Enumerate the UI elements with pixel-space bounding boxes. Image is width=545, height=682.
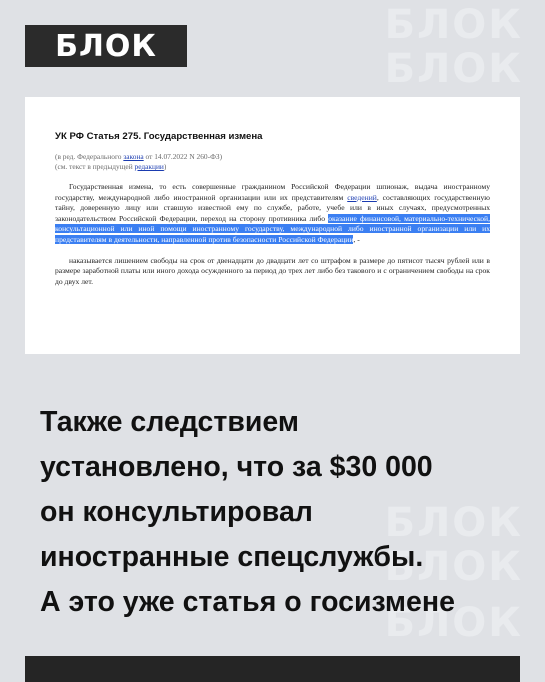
article-paragraph-1 xyxy=(55,182,490,246)
watermark-word: БЛОК xyxy=(384,500,523,546)
headline-line: Также следствием xyxy=(40,406,299,438)
para1-text-a: Государственная измена, то есть совершенные гражданином Российской Федерации шпионаж, выдача иностранному государству, международной либо иностранной организации или их представителям xyxy=(55,182,490,202)
headline xyxy=(40,400,520,625)
headline-line: иностранные спецслужбы. xyxy=(40,541,424,573)
para1-text-b: , составляющих государственную тайну, доверенную лицу или ставшую известной ему по службе, работе, учебе или в иных случаях, предусмотренных законодательством Российской Федерации, переход на сторону противника либо xyxy=(55,192,490,223)
watermark-word: БЛОК xyxy=(384,46,523,92)
document-screenshot xyxy=(25,97,520,354)
watermark-word: БЛОК xyxy=(384,544,523,590)
watermark-word: БЛОК xyxy=(384,2,523,48)
information-link[interactable]: сведений xyxy=(347,192,377,202)
document-title: УК РФ Статья 275. Государственная измена xyxy=(55,131,263,142)
article-paragraph-2: наказывается лишением свободы на срок от двенадцати до двадцати лет со штрафом в размере до пятисот тысяч рублей или в размере заработной платы или иного дохода осужденного за период до трех лет либо без такового и с ограничением свободы на срок до двух лет. xyxy=(55,255,490,286)
previous-edition-link[interactable]: редакции xyxy=(134,162,164,171)
headline-line: он консультировал xyxy=(40,496,313,528)
bottom-bar xyxy=(25,656,520,682)
headline-line: установлено, что за $30 000 xyxy=(40,451,433,483)
meta-suffix: от 14.07.2022 N 260-ФЗ) xyxy=(143,152,223,161)
document-meta xyxy=(55,152,490,162)
para1-end: , - xyxy=(353,234,360,244)
headline-line: А это уже статья о госизмене xyxy=(40,586,455,618)
brand-logo-text: БЛОК xyxy=(55,28,157,64)
watermark-word: БЛОК xyxy=(384,600,523,646)
meta2-suffix: ) xyxy=(163,162,167,171)
meta2-prefix: (см. текст в предыдущей xyxy=(55,162,135,171)
law-link[interactable]: закона xyxy=(123,152,144,161)
meta-prefix: (в ред. Федерального xyxy=(55,152,124,161)
highlighted-text: оказание финансовой, материально-технической, консультационной или иной помощи иностранному государству, международной либо иностранной организации или их представителям в деятельности, направленной против безопасности Российской Федерации xyxy=(55,213,491,244)
brand-logo xyxy=(25,25,187,67)
document-meta-previous xyxy=(55,162,490,172)
